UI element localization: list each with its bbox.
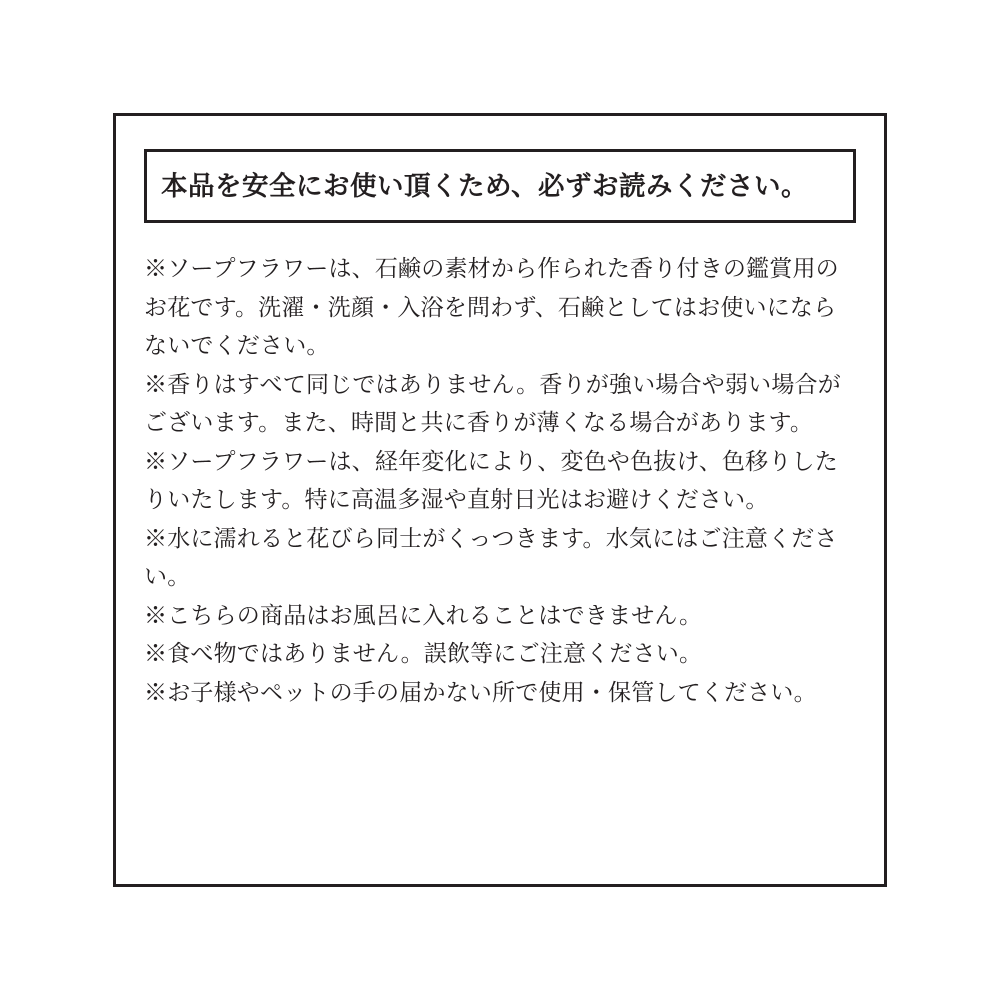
notice-paragraph: ※こちらの商品はお風呂に入れることはできません。 (144, 601, 703, 628)
notice-heading-box (144, 149, 856, 223)
notice-paragraph: ※香りはすべて同じではありません。香りが強い場合や弱い場合がございます。また、時間と共に香りが薄くなる場合があります。 (144, 370, 841, 435)
notice-paragraph: ※ソープフラワーは、経年変化により、変色や色抜け、色移りしたりいたします。特に高温多湿や直射日光はお避けください。 (144, 447, 838, 512)
notice-paragraph: ※お子様やペットの手の届かない所で使用・保管してください。 (144, 678, 817, 705)
notice-outer-frame (113, 113, 887, 887)
notice-paragraph: ※水に濡れると花びら同士がくっつきます。水気にはご注意ください。 (144, 524, 838, 589)
notice-paragraph: ※ソープフラワーは、石鹸の素材から作られた香り付きの鑑賞用のお花です。洗濯・洗顔・入浴を問わず、石鹸としてはお使いにならないでください。 (144, 255, 839, 358)
notice-heading-text: 本品を安全にお使い頂くため、必ずお読みください。 (161, 170, 808, 201)
notice-paragraph: ※食べ物ではありません。誤飲等にご注意ください。 (144, 640, 703, 666)
notice-content (144, 149, 856, 851)
notice-paragraph-list (144, 249, 856, 711)
